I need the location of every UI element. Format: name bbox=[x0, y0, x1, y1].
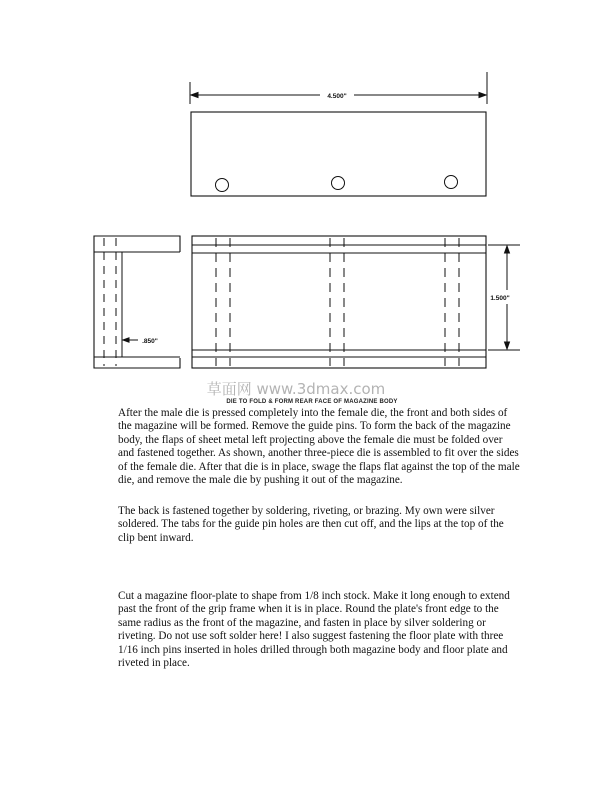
guide-pin-hole bbox=[445, 176, 458, 189]
top-plate bbox=[191, 112, 486, 196]
text-line: The back is fastened together by soldering, riveting, or brazing. My own were silver bbox=[118, 505, 495, 517]
text-line: soldered. The tabs for the guide pin holes are then cut off, and the lips at the top of the bbox=[118, 518, 504, 531]
text-line: same radius as the front of the magazine, and fasten in place by silver soldering or bbox=[118, 616, 486, 629]
text-line: of the female die. After that die is in place, swage the flaps flat against the top of the male bbox=[118, 460, 520, 473]
text-line: and fastened together. As shown, another three-piece die is assembled to fit over the sides bbox=[118, 447, 519, 460]
text-line: past the front of the grip frame when it is in place. Round the plate's front edge to the bbox=[118, 603, 499, 616]
drawing-caption: DIE TO FOLD & FORM REAR FACE OF MAGAZINE BODY bbox=[226, 399, 398, 405]
guide-pin-hole bbox=[332, 177, 345, 190]
height-dimension-label: 1.500" bbox=[490, 295, 510, 302]
text-line: 1/16 inch pins inserted in holes drilled through both magazine body and floor plate and bbox=[118, 643, 508, 656]
text-line: Cut a magazine floor-plate to shape from 1/8 inch stock. Make it long enough to extend bbox=[118, 590, 510, 602]
flap-dimension-label: .850" bbox=[142, 338, 158, 345]
text-line: riveting. Do not use soft solder here! I also suggest fastening the floor plate with three bbox=[118, 630, 504, 643]
text-line: die, and remove the male die by pushing it out of the magazine. bbox=[118, 474, 403, 487]
text-line: After the male die is pressed completely into the female die, the front and both sides of bbox=[118, 407, 508, 419]
paragraph-1 bbox=[118, 407, 518, 487]
text-line: clip bent inward. bbox=[118, 531, 194, 544]
paragraph-2 bbox=[118, 505, 518, 545]
width-dimension-label: 4.500" bbox=[327, 93, 347, 100]
female-die bbox=[192, 236, 486, 368]
text-line: the magazine will be formed. Remove the guide pins. To form the back of the magazine bbox=[118, 420, 511, 433]
guide-pin-hole bbox=[216, 179, 229, 192]
watermark: 草面网 www.3dmax.com bbox=[206, 380, 386, 398]
paragraph-3 bbox=[118, 590, 518, 670]
text-line: riveted in place. bbox=[118, 657, 190, 670]
text-line: body, the flaps of sheet metal left projecting above the female die must be folded over bbox=[118, 433, 503, 446]
side-die-piece bbox=[94, 236, 180, 368]
